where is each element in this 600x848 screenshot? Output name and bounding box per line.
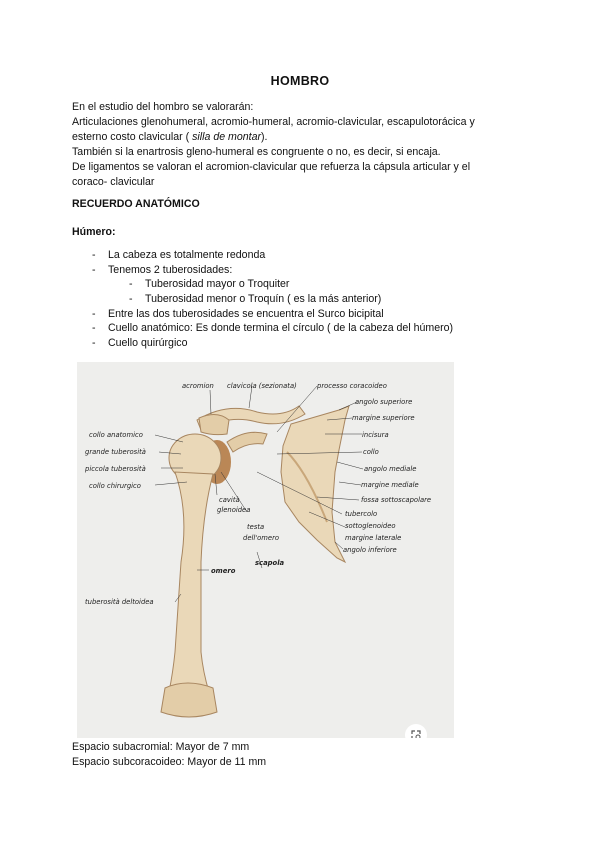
caption-subcoracoideo: Espacio subcoracoideo: Mayor de 11 mm xyxy=(72,756,267,768)
label-incisura: incisura xyxy=(362,431,389,439)
label-dellomero: dell'omero xyxy=(243,534,280,542)
label-angolo-superiore: angolo superiore xyxy=(355,398,413,406)
label-tubercolo: tubercolo xyxy=(345,510,378,518)
label-margine-laterale: margine laterale xyxy=(345,534,402,542)
label-sottoglenoideo: sottoglenoideo xyxy=(345,522,396,530)
sub-bullet-item: Tuberosidad menor o Troquín ( es la más anterior) xyxy=(145,293,382,305)
label-glenoidea: glenoidea xyxy=(217,506,251,514)
bullet-item: Cuello quirúrgico xyxy=(108,337,188,349)
label-angolo-inferiore: angolo inferiore xyxy=(343,546,397,554)
acromion-shape xyxy=(199,414,229,434)
bullet-dash: - xyxy=(92,308,96,320)
humerus-distal xyxy=(161,683,217,717)
bullet-item: Tenemos 2 tuberosidades: xyxy=(108,264,233,276)
bullet-item: Entre las dos tuberosidades se encuentra el Surco bicipital xyxy=(108,308,384,320)
label-collo-chirurgico: collo chirurgico xyxy=(89,482,141,490)
label-margine-superiore: margine superiore xyxy=(352,414,415,422)
intro-line-2: Articulaciones glenohumeral, acromio-humeral, acromio-clavicular, escapulotorácica y xyxy=(72,116,475,128)
label-processo: processo coracoideo xyxy=(317,382,387,390)
lens-icon[interactable] xyxy=(405,724,427,738)
bullet-dash: - xyxy=(92,264,96,276)
bullet-item: Cuello anatómico: Es donde termina el círculo ( de la cabeza del húmero) xyxy=(108,322,454,334)
intro-line-3-a: esterno costo clavicular ( xyxy=(72,131,193,143)
intro-line-1: En el estudio del hombro se valorarán: xyxy=(72,101,254,113)
label-cavita: cavità xyxy=(219,496,240,504)
intro-line-4: También si la enartrosis gleno-humeral es congruente o no, es decir, si encaja. xyxy=(72,146,441,158)
label-acromion: acromion xyxy=(182,382,214,390)
label-collo-anatomico: collo anatomico xyxy=(89,431,143,439)
caption-subacromial: Espacio subacromial: Mayor de 7 mm xyxy=(72,741,250,753)
sub-bullet-dash: - xyxy=(129,278,133,290)
bullet-dash: - xyxy=(92,322,96,334)
label-grande-tuberosita: grande tuberosità xyxy=(85,448,146,456)
lens-icon-glyph xyxy=(405,724,427,738)
intro-line-6: coraco- clavicular xyxy=(72,176,155,188)
anatomy-illustration xyxy=(77,362,454,738)
intro-line-5: De ligamentos se valoran el acromion-clavicular que refuerza la cápsula articular y el xyxy=(72,161,471,173)
intro-line-3 xyxy=(72,130,268,144)
section-heading: RECUERDO ANATÓMICO xyxy=(72,198,200,210)
sub-bullet-item: Tuberosidad mayor o Troquiter xyxy=(145,278,290,290)
label-margine-mediale: margine mediale xyxy=(361,481,419,489)
label-collo: collo xyxy=(363,448,379,456)
shoulder-anatomy-figure xyxy=(77,362,454,738)
label-tuberosita-deltoidea: tuberosità deltoidea xyxy=(85,598,154,606)
intro-line-3-c: ). xyxy=(261,131,268,143)
label-testa: testa xyxy=(247,523,265,531)
humerus-shaft xyxy=(169,472,213,692)
label-omero: omero xyxy=(211,567,236,575)
coracoid-shape xyxy=(227,432,267,452)
label-angolo-mediale: angolo mediale xyxy=(364,465,417,473)
sub-bullet-dash: - xyxy=(129,293,133,305)
bullet-dash: - xyxy=(92,249,96,261)
page-title: HOMBRO xyxy=(270,74,330,88)
label-scapola: scapola xyxy=(255,559,285,567)
scapula-shape xyxy=(281,406,349,562)
label-clavicola: clavicola (sezionata) xyxy=(227,382,297,390)
bullet-dash: - xyxy=(92,337,96,349)
subheading-humero: Húmero: xyxy=(72,226,116,238)
intro-line-3-italic: silla de montar xyxy=(192,131,262,143)
label-fossa: fossa sottoscapolare xyxy=(361,496,432,504)
label-piccola-tuberosita: piccola tuberosità xyxy=(85,465,146,473)
bullet-item: La cabeza es totalmente redonda xyxy=(108,249,266,261)
